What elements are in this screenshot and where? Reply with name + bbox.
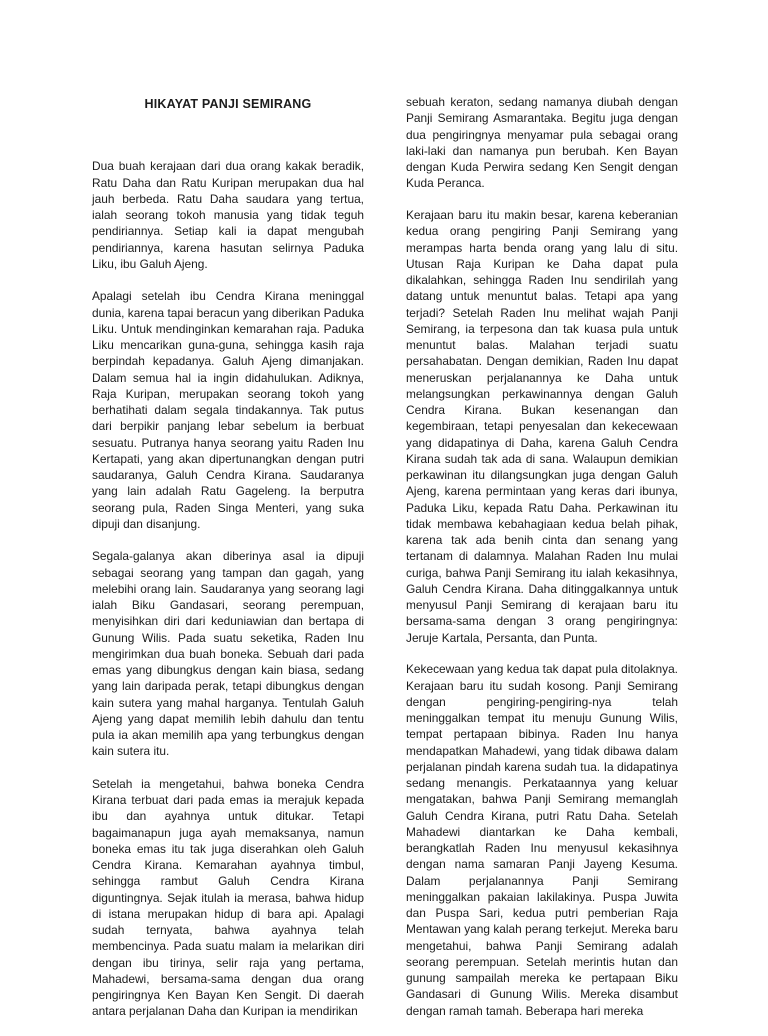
paragraph: Kerajaan baru itu makin besar, karena keberanian kedua orang pengiring Panji Semirang yang merampas harta benda orang yang lalu di situ. Utusan Raja Kuripan ke Daha dapat pula dikalahkan, sehingga Raden Inu sendirilah yang datang untuk menuntut balas. Tetapi apa yang terjadi? Setelah Raden Inu melihat wajah Panji Semirang, ia terpesona dan tak kuasa pula untuk menuntut balas. Malahan terjadi suatu persahabatan. Dengan demikian, Raden Inu dapat meneruskan perjalanannya ke Daha untuk melangsungkan perkawinannya dengan Galuh Cendra Kirana. Bukan kesenangan dan kegembiraan, tetapi penyesalan dan kekecewaan yang didapatinya di Daha, karena Galuh Cendra Kirana sudah tak ada di sana. Walaupun demikian perkawinan itu dilangsungkan juga dengan Galuh Ajeng, karena permintaan yang keras dari ibunya, Paduka Liku, kepada Ratu Daha. Perkawinan itu tidak membawa kebahagiaan kedua belah pihak, karena tak ada benih cinta dan senang yang tertanam di dalamnya. Malahan Raden Inu mulai curiga, bahwa Panji Semirang itu ialah kekasihnya, Galuh Cendra Kirana. Daha ditinggalkannya untuk menyusul Panji Semirang di kerajaan baru itu bersama-sama dengan 3 orang pengiringnya: Jeruje Kartala, Persanta, dan Punta. (406, 208, 678, 645)
paragraph: Dua buah kerajaan dari dua orang kakak beradik, Ratu Daha dan Ratu Kuripan merupakan dua hal jauh berbeda. Ratu Daha saudara yang tertua, ialah seorang tokoh manusia yang tidak teguh pendiriannya. Setiap kali ia dapat mengubah pendiriannya, karena hasutan selirnya Paduka Liku, ibu Galuh Ajeng. (92, 159, 364, 271)
paragraph: sebuah keraton, sedang namanya diubah dengan Panji Semirang Asmarantaka. Begitu juga dengan dua pengiringnya menyamar pula sebagai orang laki-laki dan namanya pun berubah. Ken Bayan dengan Kuda Perwira sedang Ken Sengit dengan Kuda Peranca. (406, 95, 678, 191)
document-title: HIKAYAT PANJI SEMIRANG (144, 97, 312, 111)
left-column (92, 0, 364, 1036)
paragraph: Setelah ia mengetahui, bahwa boneka Cendra Kirana terbuat dari pada emas ia merajuk kepada ibu dan ayahnya untuk ditukar. Tetapi bagaimanapun juga ayah memaksanya, namun boneka emas itu tak juga diserahkan oleh Galuh Cendra Kirana. Kemarahan ayahnya timbul, sehingga rambut Galuh Cendra Kirana diguntingnya. Sejak itulah ia merasa, bahwa hidup di istana merupakan hidup di bara api. Apalagi sudah ternyata, bahwa ayahnya telah membencinya. Pada suatu malam ia melarikan diri dengan ibu tirinya, selir raja yang pertama, Mahadewi, bersama-sama dengan dua orang pengiringnya Ken Bayan Ken Sengit. Di daerah antara perjalanan Daha dan Kuripan ia mendirikan (92, 776, 364, 1019)
right-column (406, 0, 678, 1034)
paragraph: Segala-galanya akan diberinya asal ia dipuji sebagai seorang yang tampan dan gagah, yang melebihi orang lain. Saudaranya yang seorang lagi ialah Biku Gandasari, seorang perempuan, menyisihkan diri dari keduniawian dan bertapa di Gunung Wilis. Pada suatu seketika, Raden Inu mengirimkan dua buah boneka. Sebuah dari pada emas yang dibungkus dengan kain biasa, sedang yang lain daripada perak, tetapi dibungkus dengan kain sutera yang mahal harganya. Tentulah Galuh Ajeng yang dapat memilih lebih dahulu dan tentu pula ia akan memilih apa yang terbungkus dengan kain sutera itu. (92, 549, 364, 759)
paragraph: Apalagi setelah ibu Cendra Kirana meninggal dunia, karena tapai beracun yang diberikan Paduka Liku. Untuk mendinginkan kemarahan raja. Paduka Liku mencarikan guna-guna, sehingga kasih raja berpindah kepadanya. Galuh Ajeng dimanjakan. Dalam semua hal ia ingin didahulukan. Adiknya, Raja Kuripan, merupakan seorang tokoh yang berhatihati dalam segala tindakannya. Tak putus dari berpikir panjang lebar sebelum ia berbuat sesuatu. Putranya hanya seorang yaitu Raden Inu Kertapati, yang akan dipertunangkan dengan putri saudaranya, Galuh Cendra Kirana. Saudaranya yang lain adalah Ratu Gageleng. Ia berputra seorang pula, Raden Singa Menteri, yang suka dipuji dan disanjung. (92, 289, 364, 531)
paragraph: Kekecewaan yang kedua tak dapat pula ditolaknya. Kerajaan baru itu sudah kosong. Panji Semirang dengan pengiring-pengiring-nya telah meninggalkan tempat itu menuju Gunung Wilis, tempat pertapaan bibinya. Raden Inu hanya mendapatkan Mahadewi, yang tidak dibawa dalam perjalanan pindah karena sudah tua. Ia didapatinya sedang menangis. Perkataannya yang keluar mengatakan, bahwa Panji Semirang memanglah Galuh Cendra Kirana, putri Ratu Daha. Setelah Mahadewi diantarkan ke Daha kembali, berangkatlah Raden Inu menyusul kekasihnya dengan nama samaran Panji Jayeng Kesuma. Dalam perjalanannya Panji Semirang meninggalkan pakaian lakilakinya. Puspa Juwita dan Puspa Sari, kedua putri pemberian Raja Mentawan yang kalah perang terkejut. Mereka baru mengetahui, bahwa Panji Semirang adalah seorang perempuan. Setelah merintis hutan dan gunung sampailah mereka ke pertapaan Biku Gandasari di Gunung Wilis. Mereka disambut dengan ramah tamah. Beberapa hari mereka (406, 662, 678, 1018)
